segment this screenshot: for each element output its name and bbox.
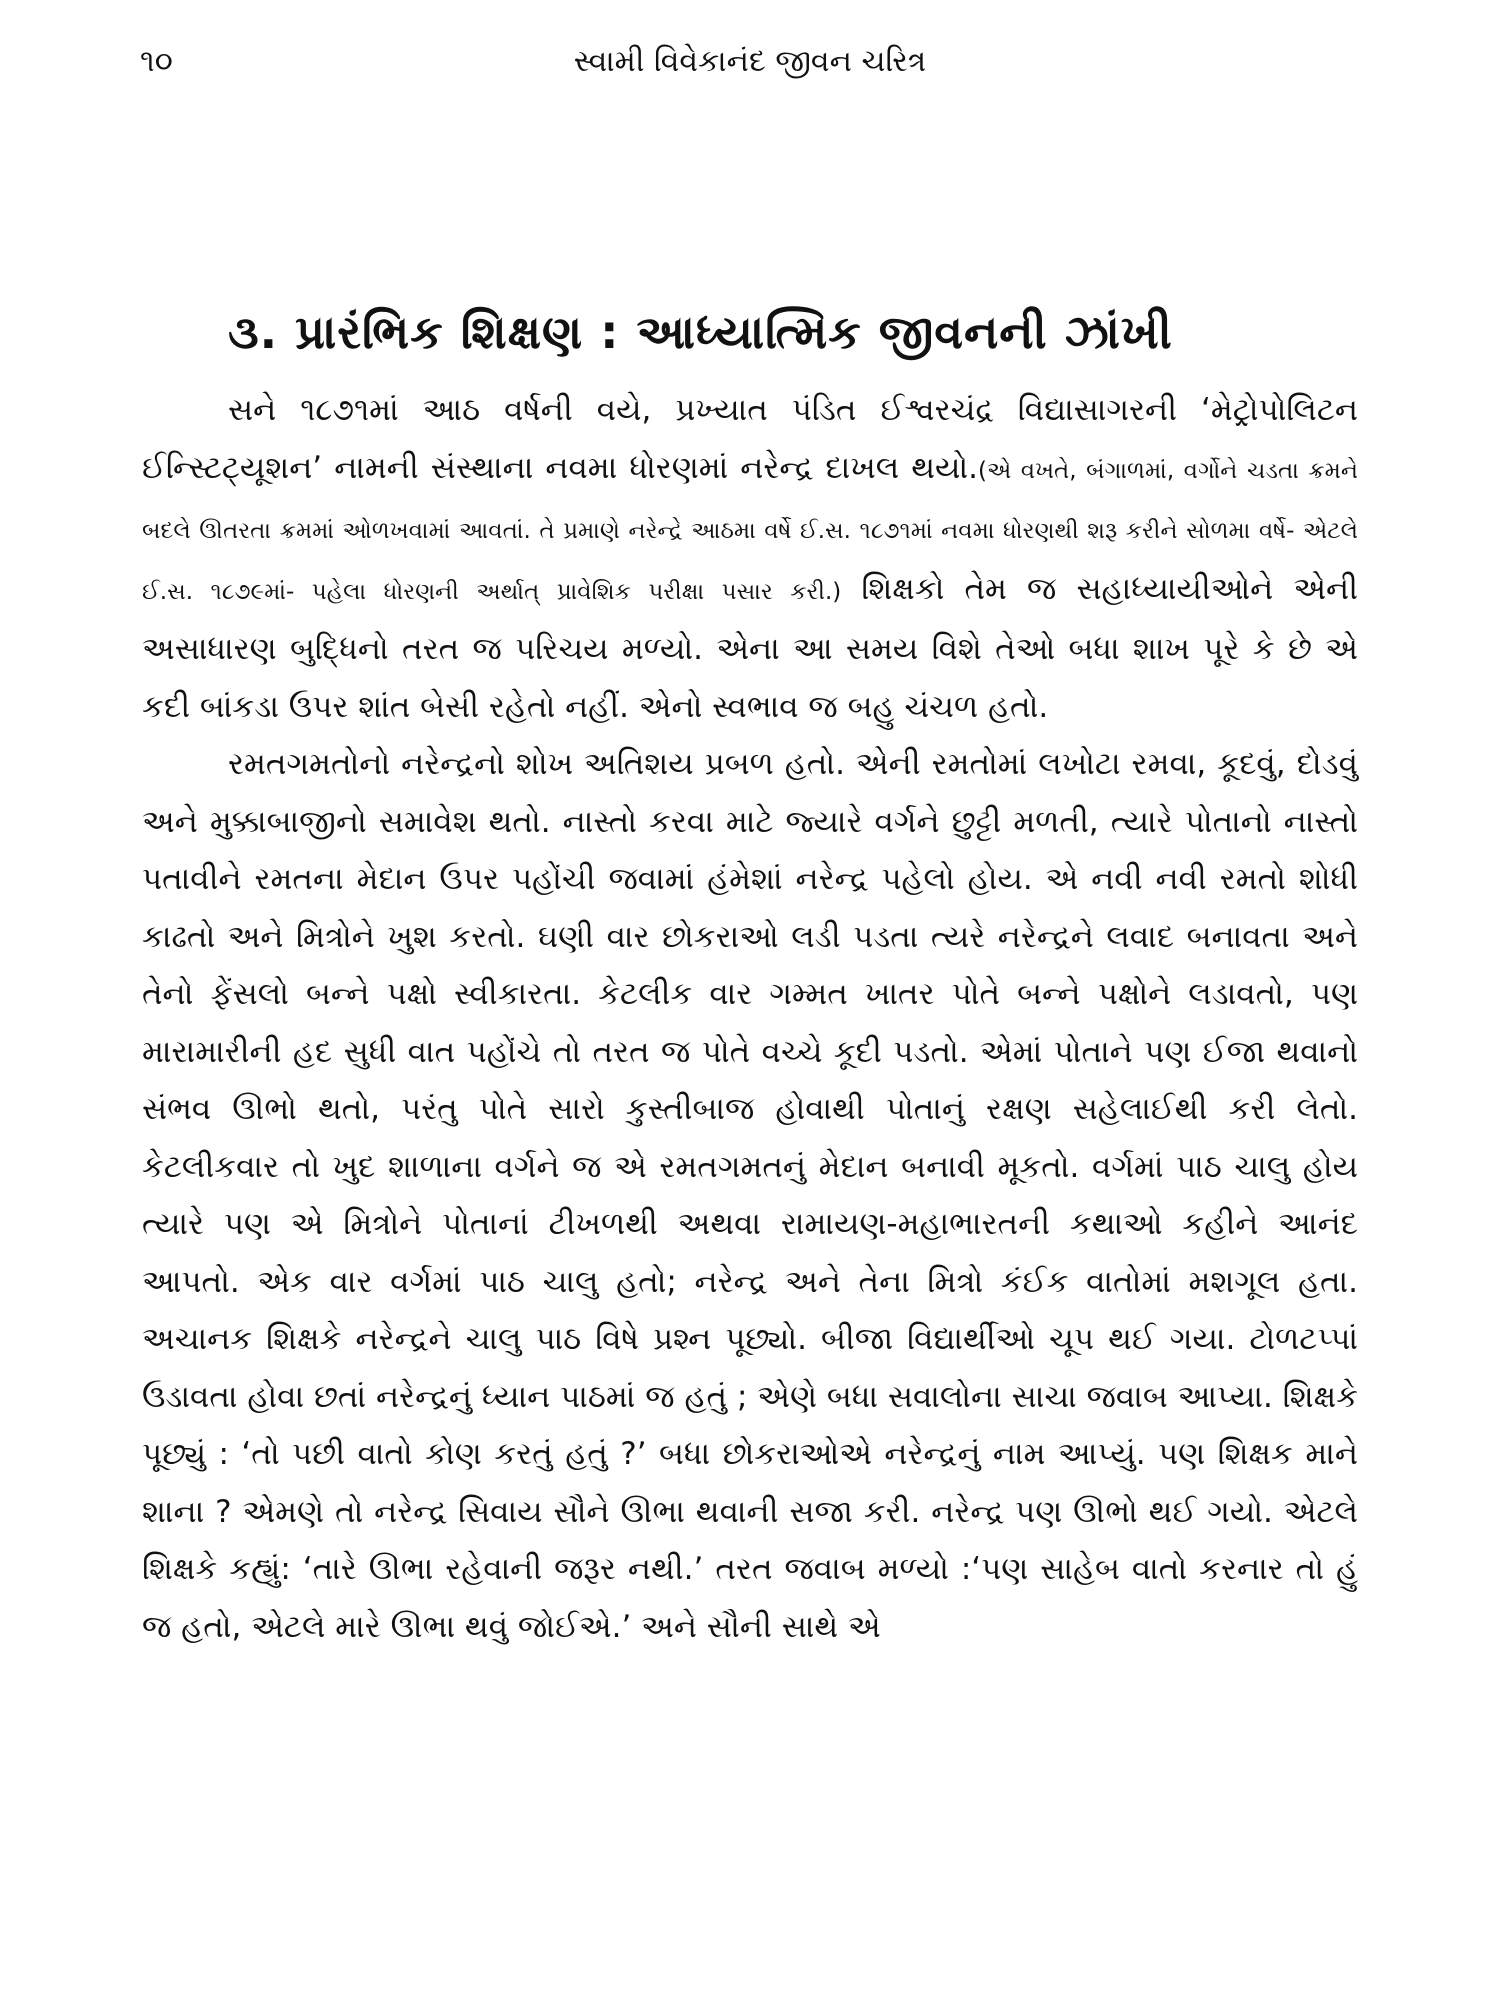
paragraph-1-rest: શિક્ષકો તેમ જ સહાધ્યાયીઓને એની અસાધારણ બુદ્ધિનો તરત જ પરિચય મળ્યો. એના આ સમય વિશે તેઓ બધા શાખ પૂરે કે છે એ કદી બાંકડા ઉપર શાંત બેસી રહેતો નહીં. એનો સ્વભાવ જ બહુ ચંચળ હતો. bbox=[142, 570, 1358, 725]
chapter-heading: ૩. પ્રારંભિક શિક્ષણ : આધ્યાત્મિક જીવનની ઝાંખી bbox=[228, 305, 1173, 359]
paragraph-1-note: (એ વખતે, બંગાળમાં, વર્ગોને ચડતા ક્રમને બદલે ઊતરતા ક્રમમાં ઓળખવામાં આવતાં. તે પ્રમાણે નરેન્દ્રે આઠમા વર્ષે ઈ.સ. ૧૮૭૧માં નવમા ધોરણથી શરૂ કરીને સોળમા વર્ષે- એટલે ઈ.સ. ૧૮૭૯માં- પહેલા ધોરણની અર્થાત્ પ્રાવેશિક પરીક્ષા પસાર કરી.) bbox=[142, 457, 1358, 605]
book-title: સ્વામી વિવેકાનંદ જીવન ચરિત્ર bbox=[573, 44, 927, 79]
body-text bbox=[142, 382, 1358, 1656]
paragraph-1 bbox=[142, 382, 1358, 736]
page-number: ૧૦ bbox=[140, 44, 173, 79]
paragraph-1-main: સને ૧૮૭૧માં આઠ વર્ષની વયે, પ્રખ્યાત પંડિત ઈશ્વરચંદ્ર વિદ્યાસાગરની ‘મેટ્રોપોલિટન ઈન્સ્ટિટ્યૂશન’ નામની સંસ્થાના નવમા ધોરણમાં નરેન્દ્ર દાખલ થયો. bbox=[142, 392, 1358, 486]
running-header bbox=[140, 44, 1360, 84]
paragraph-2: રમતગમતોનો નરેન્દ્રનો શોખ અતિશય પ્રબળ હતો. એની રમતોમાં લખોટા રમવા, કૂદવું, દોડવું અને મુક્કાબાજીનો સમાવેશ થતો. નાસ્તો કરવા માટે જ્યારે વર્ગને છુટ્ટી મળતી, ત્યારે પોતાનો નાસ્તો પતાવીને રમતના મેદાન ઉપર પહોંચી જવામાં હંમેશાં નરેન્દ્ર પહેલો હોય. એ નવી નવી રમતો શોધી કાઢતો અને મિત્રોને ખુશ કરતો. ઘણી વાર છોકરાઓ લડી પડતા ત્યરે નરેન્દ્રને લવાદ બનાવતા અને તેનો ફેંસલો બન્ને પક્ષો સ્વીકારતા. કેટલીક વાર ગમ્મત ખાતર પોતે બન્ને પક્ષોને લડાવતો, પણ મારામારીની હદ સુધી વાત પહોંચે તો તરત જ પોતે વચ્ચે કૂદી પડતો. એમાં પોતાને પણ ઈજા થવાનો સંભવ ઊભો થતો, પરંતુ પોતે સારો કુસ્તીબાજ હોવાથી પોતાનું રક્ષણ સહેલાઈથી કરી લેતો. કેટલીકવાર તો ખુદ શાળાના વર્ગને જ એ રમતગમતનું મેદાન બનાવી મૂકતો. વર્ગમાં પાઠ ચાલુ હોય ત્યારે પણ એ મિત્રોને પોતાનાં ટીખળથી અથવા રામાયણ-મહાભારતની કથાઓ કહીને આનંદ આપતો. એક વાર વર્ગમાં પાઠ ચાલુ હતો; નરેન્દ્ર અને તેના મિત્રો કંઈક વાતોમાં મશગૂલ હતા. અચાનક શિક્ષકે નરેન્દ્રને ચાલુ પાઠ વિષે પ્રશ્ન પૂછ્યો. બીજા વિદ્યાર્થીઓ ચૂપ થઈ ગયા. ટોળટપ્પાં ઉડાવતા હોવા છતાં નરેન્દ્રનું ધ્યાન પાઠમાં જ હતું ; એણે બધા સવાલોના સાચા જવાબ આપ્યા. શિક્ષકે પૂછ્યું : ‘તો પછી વાતો કોણ કરતું હતું ?’ બધા છોકરાઓએ નરેન્દ્રનું નામ આપ્યું. પણ શિક્ષક માને શાના ? એમણે તો નરેન્દ્ર સિવાય સૌને ઊભા થવાની સજા કરી. નરેન્દ્ર પણ ઊભો થઈ ગયો. એટલે શિક્ષકે કહ્યું: ‘તારે ઊભા રહેવાની જરૂર નથી.’ તરત જવાબ મળ્યો :‘પણ સાહેબ વાતો કરનાર તો હું જ હતો, એટલે મારે ઊભા થવું જોઈએ.’ અને સૌની સાથે એ bbox=[142, 746, 1358, 1645]
